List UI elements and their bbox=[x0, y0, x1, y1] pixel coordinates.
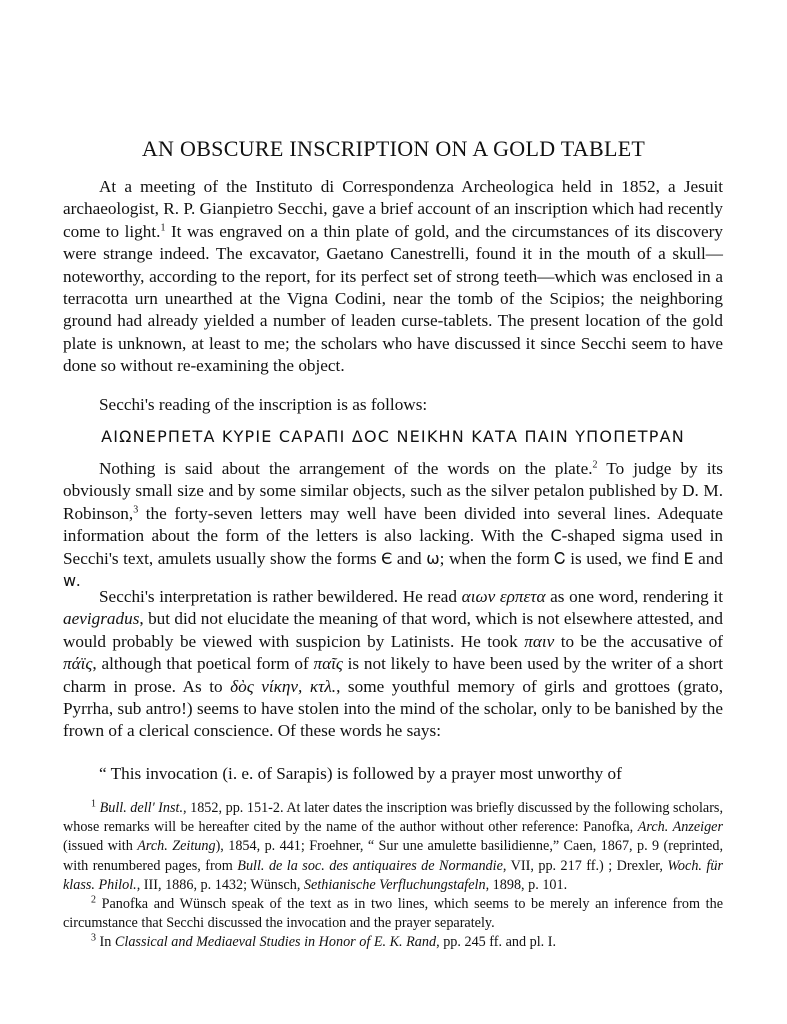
letter-form: Ꮯ bbox=[554, 548, 566, 568]
text: -shaped sigma used in Secchi's text, amulets usually show the forms bbox=[63, 526, 723, 568]
letter-form: C bbox=[550, 526, 562, 546]
text: In bbox=[96, 934, 115, 951]
footnote-1 bbox=[63, 799, 723, 895]
citation: Arch. Anzeiger bbox=[637, 819, 724, 836]
greek-word: παῖς bbox=[313, 654, 343, 674]
citation: Bull. de la soc. des antiquaires de Normandie bbox=[237, 857, 503, 874]
text: Nothing is said about the arrangement of the words on the plate. bbox=[99, 459, 593, 478]
footnote-number: 2 bbox=[91, 894, 96, 906]
text: Panofka and Wünsch speak of the text as in two lines, which seems to be merely an inference from the circumstance that Secchi discussed the invocation and the prayer separately. bbox=[63, 896, 723, 932]
footnote-3 bbox=[63, 933, 723, 952]
inscription-text: ΑΙΩΝΕΡΠΕΤΑ ΚΥΡΙΕ CΑΡΑΠΙ ΔΟC ΝΕΙΚΗΝ ΚΑΤΑ ΠΑΙΝ ΥΠΟΠΕΤΡΑΝ bbox=[101, 427, 685, 446]
text: , VII, pp. 217 ff.) ; Drexler, bbox=[502, 857, 668, 874]
footnote-2 bbox=[63, 895, 723, 933]
footnote-number: 3 bbox=[91, 932, 96, 944]
text: is not likely to have been used by the writer of a short charm in prose. As to bbox=[63, 654, 723, 696]
text: to be the accusative of bbox=[554, 631, 723, 651]
citation: Woch. für klass. Philol. bbox=[63, 857, 723, 893]
text: and bbox=[693, 548, 723, 568]
citation: Classical and Mediaeval Studies in Honor of E. K. Rand bbox=[114, 934, 437, 951]
paragraph-1 bbox=[63, 176, 723, 378]
text: and bbox=[392, 548, 427, 568]
letter-form: Є bbox=[381, 548, 393, 568]
text: , 1898, p. 101. bbox=[485, 876, 568, 893]
text: , 1852, pp. 151-2. At later dates the inscription was briefly discussed by the following scholars, whose remarks will be hereafter cited by the name of the author without other reference: Panofka, bbox=[63, 800, 724, 836]
text: (issued with bbox=[63, 838, 138, 855]
text: Secchi's interpretation is rather bewildered. He read bbox=[99, 587, 462, 606]
greek-phrase: δὸς νίκην, κτλ. bbox=[230, 676, 337, 696]
text: It was engraved on a thin plate of gold, and the circumstances of its discovery were strange indeed. The excavator, Gaetano Canestrelli, found it in the mouth of a skull—noteworthy, according to the report, for its perfect set of strong teeth—which was enclosed in a terracotta urn unearthed at the Vigna Codini, near the tomb of the Scipios; the neighboring ground had already yielded a number of leaden curse-tablets. The present location of the gold plate is unknown, at least to me; the scholars who have discussed it since Secchi seem to have done so without re-examining the object. bbox=[63, 221, 723, 376]
greek-word: αιων ερπετα bbox=[461, 587, 546, 606]
page-title: AN OBSCURE INSCRIPTION ON A GOLD TABLET bbox=[141, 136, 646, 161]
text: , some youthful memory of girls and grottoes (grato, Pyrrha, sub antro!) seems to have stolen into the mind of the scholar, only to be banished by the frown of a clerical conscience. Of these words he says: bbox=[63, 676, 723, 741]
text: . bbox=[76, 571, 81, 591]
letter-form: ω bbox=[426, 548, 440, 568]
text: , but did not elucidate the meaning of that word, which is not elsewhere attested, and would probably be viewed with suspicion by Latinists. He took bbox=[63, 609, 723, 651]
text: To judge by its obviously small size and by some similar objects, such as the silver petalon published by D. M. Robinson, bbox=[63, 459, 723, 523]
citation: Bull. dell' Inst. bbox=[99, 800, 184, 816]
citation: Arch. Zeitung bbox=[137, 838, 216, 855]
footnote-ref-1[interactable]: 1 bbox=[160, 222, 166, 234]
greek-word: πάϊς bbox=[63, 654, 93, 674]
text: as one word, rendering it bbox=[545, 587, 723, 606]
paragraph-3 bbox=[63, 458, 723, 592]
paragraph-2: Secchi's reading of the inscription is as follows: bbox=[99, 395, 428, 414]
latin-word: aevigradus bbox=[63, 609, 140, 629]
footnote-ref-3[interactable]: 3 bbox=[133, 504, 139, 516]
text: At a meeting of the Instituto di Correspondenza Archeologica held in 1852, a Jesuit archaeologist, R. P. Gianpietro Secchi, gave a brief account of an inscription which had recently come to light. bbox=[63, 177, 723, 241]
citation: Sethianische Verfluchungstafeln bbox=[303, 876, 486, 893]
footnote-number: 1 bbox=[91, 798, 96, 810]
letter-form: w bbox=[63, 571, 77, 591]
text: , pp. 245 ff. and pl. I. bbox=[436, 934, 557, 951]
greek-word: παιν bbox=[524, 631, 555, 651]
letter-form: Ε bbox=[683, 548, 694, 568]
paragraph-5: “ This invocation (i. e. of Sarapis) is followed by a prayer most unworthy of bbox=[99, 764, 622, 783]
text: is used, we find bbox=[565, 548, 684, 568]
text: ), 1854, p. 441; Froehner, “ Sur une amulette basilidienne,” Caen, 1867, p. 9 (reprinted, with renumbered pages, from bbox=[63, 838, 723, 874]
paragraph-4 bbox=[63, 586, 723, 743]
text: ; when the form bbox=[439, 548, 555, 568]
text: , although that poetical form of bbox=[92, 654, 314, 674]
text: the forty-seven letters may well have been divided into several lines. Adequate information about the form of the letters is also lacking. With the bbox=[63, 503, 723, 546]
text: , III, 1886, p. 1432; Wünsch, bbox=[136, 876, 304, 893]
footnotes bbox=[63, 799, 723, 953]
footnote-ref-2[interactable]: 2 bbox=[592, 459, 598, 471]
